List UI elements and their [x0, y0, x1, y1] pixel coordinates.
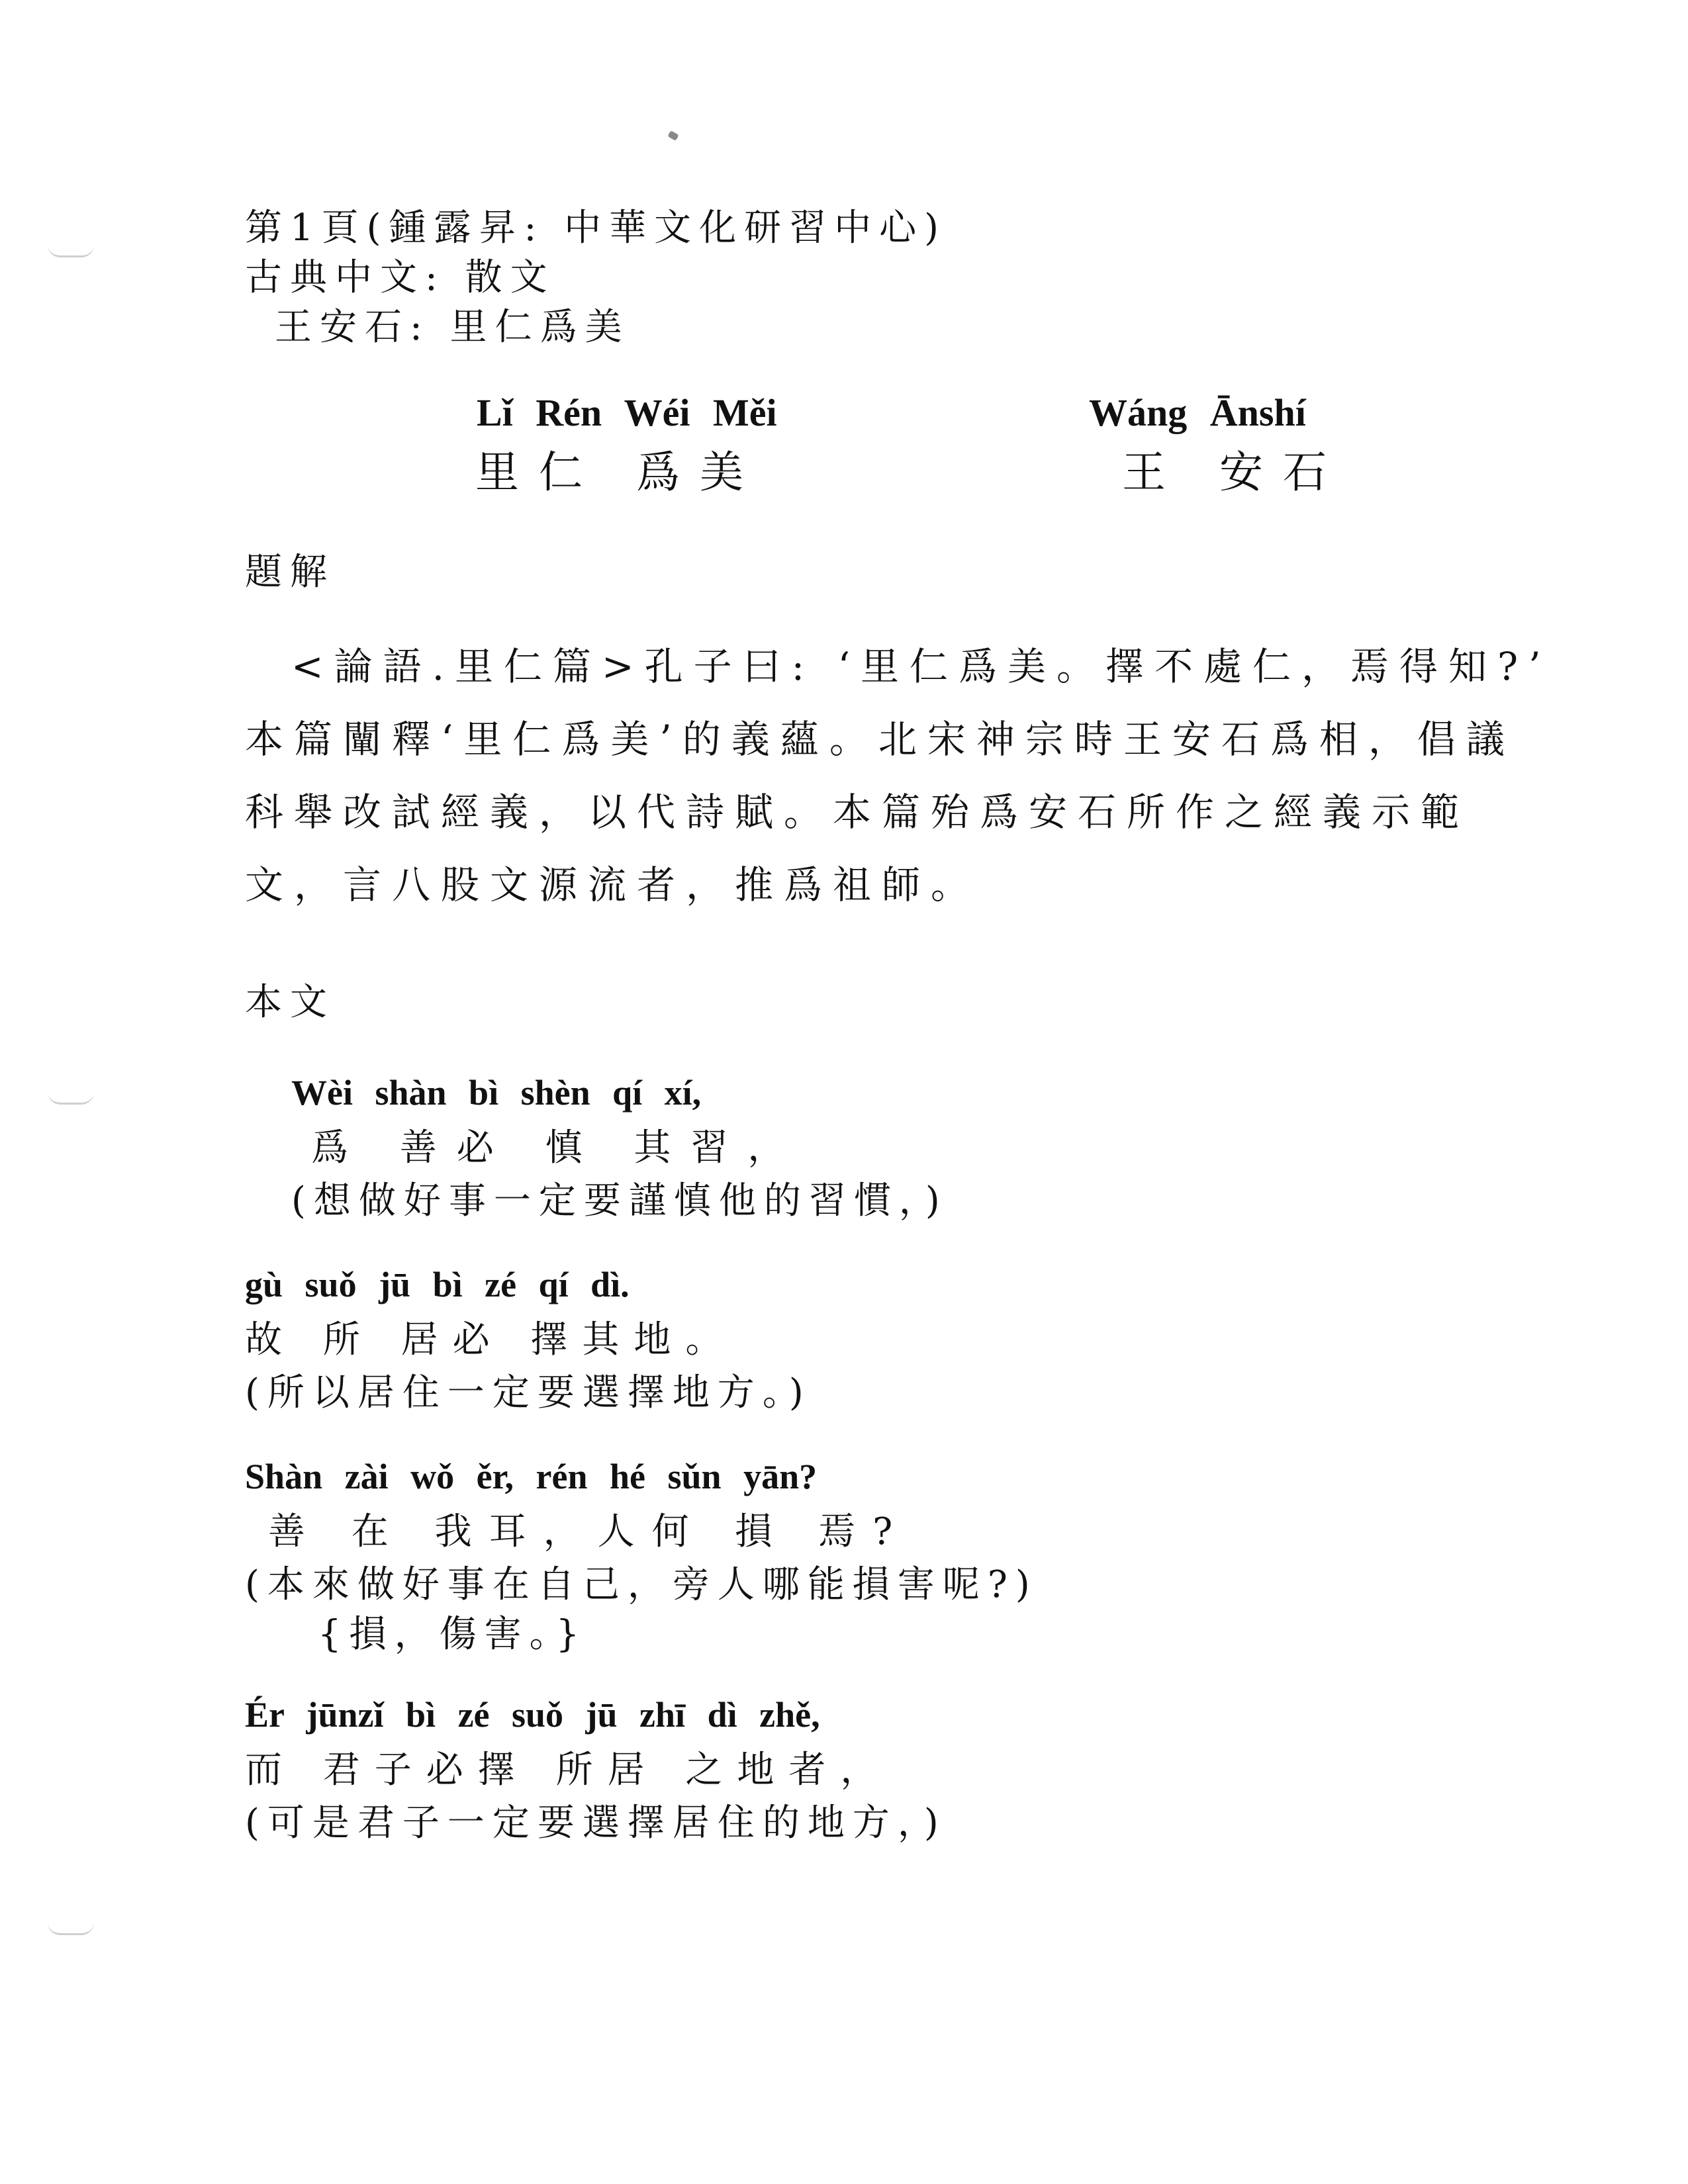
explanation-line: 科舉改試經義，以代詩賦。本篇殆爲安石所作之經義示範: [245, 790, 1470, 835]
verse-translation: (所以居住一定要選擇地方。): [245, 1371, 812, 1414]
verse-hanzi: 爲 善必 慎 其習，: [311, 1126, 805, 1169]
verse-pinyin: Ér jūnzǐ bì zé suǒ jū zhī dì zhě,: [245, 1695, 820, 1735]
author-hanzi: 王 安石: [1122, 447, 1346, 498]
verse-pinyin: Shàn zài wǒ ěr, rén hé sǔn yān?: [245, 1457, 818, 1496]
author-pinyin: Wáng Ānshí: [1089, 391, 1306, 434]
punch-hole-mark: [48, 1923, 94, 1935]
verse-hanzi: 而 君子必擇 所居 之地者，: [245, 1749, 892, 1792]
scan-speck: [667, 130, 679, 141]
title-pinyin: Lǐ Rén Wéi Měi: [477, 391, 777, 434]
explanation-line: 文，言八股文源流者，推爲祖師。: [245, 862, 980, 907]
verse-translation: (本來做好事在自己，旁人哪能損害呢?): [245, 1563, 1038, 1606]
punch-hole-mark: [48, 1092, 94, 1105]
verse-translation: (想做好事一定要謹慎他的習慣，): [291, 1179, 948, 1222]
author-title-line: 王安石: 里仁爲美: [275, 306, 630, 349]
page-header-line: 第1頁(鍾露昇: 中華文化研習中心): [245, 206, 947, 250]
title-hanzi: 里仁 爲美: [475, 447, 763, 498]
punch-hole-mark: [48, 245, 94, 257]
verse-note: {損，傷害。}: [318, 1613, 588, 1656]
explanation-line: <論語.里仁篇>孔子曰: ‘里仁爲美。擇不處仁，焉得知?’: [291, 644, 1552, 689]
explanation-line: 本篇闡釋‘里仁爲美’的義蘊。北宋神宗時王安石爲相，倡議: [245, 717, 1515, 762]
verse-translation: (可是君子一定要選擇居住的地方，): [245, 1801, 947, 1844]
genre-line: 古典中文: 散文: [245, 256, 555, 299]
verse-hanzi: 故 所 居必 擇其地。: [245, 1318, 737, 1361]
section-heading-explanation: 題解: [245, 551, 335, 594]
verse-hanzi: 善 在 我耳，人何 損 焉?: [268, 1510, 910, 1553]
verse-pinyin: gù suǒ jū bì zé qí dì.: [245, 1265, 630, 1304]
verse-pinyin: Wèi shàn bì shèn qí xí,: [291, 1073, 702, 1113]
section-heading-text: 本文: [245, 981, 335, 1024]
